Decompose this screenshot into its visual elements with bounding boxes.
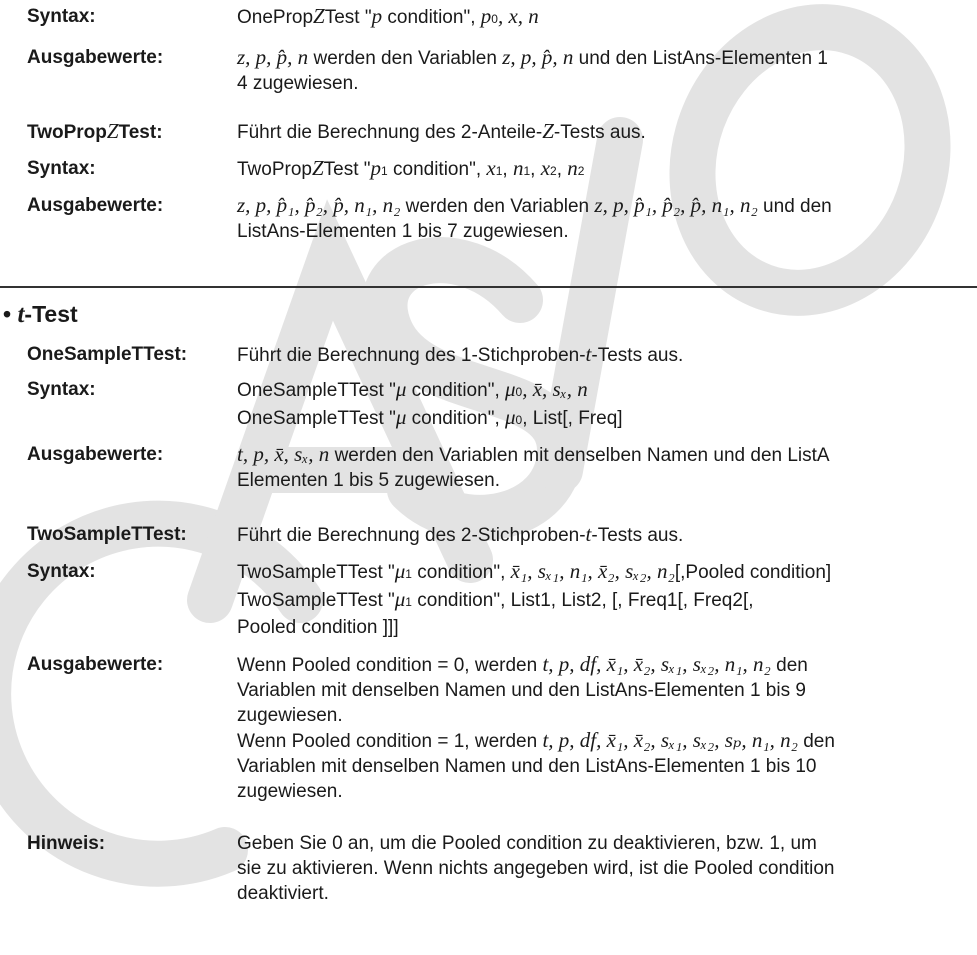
oneprop-output-value: z, p, p̂, n werden den Variablen z, p, p̂, n und den ListAns-Elementen 1 4 zugewiesen. bbox=[237, 45, 828, 94]
onesample-output-value: t, p, x̄, sₓ, n werden den Variablen mit denselben Namen und den ListA Elementen 1 bis 5 zugewiesen. bbox=[237, 442, 830, 491]
syntax-label: Syntax: bbox=[27, 6, 96, 27]
section-divider bbox=[0, 286, 977, 288]
twosample-syntax-value: TwoSampleTTest "μ1 condition", x̄₁, sₓ₁, n₁, x̄₂, sₓ₂, n₂[,Pooled condition] TwoSampleTTest "μ1 condition", List1, List2, [, Freq1[, Freq2[, Pooled condition ]]] bbox=[237, 559, 832, 638]
note-label: Hinweis: bbox=[27, 833, 106, 854]
syntax-label: Syntax: bbox=[27, 379, 96, 400]
syntax-label: Syntax: bbox=[27, 561, 96, 582]
onesample-syntax-value: OneSampleTTest "μ condition", μ0, x̄, sₓ, n OneSampleTTest "μ condition", μ0, List[, Freq] bbox=[237, 377, 623, 429]
twoprop-output-value: z, p, p̂₁, p̂₂, p̂, n₁, n₂ werden den Variablen z, p, p̂₁, p̂₂, p̂, n₁, n₂ und den ListAns-Elementen 1 bis 7 zugewiesen. bbox=[237, 193, 832, 242]
syntax-label: Syntax: bbox=[27, 158, 96, 179]
output-label: Ausgabewerte: bbox=[27, 195, 164, 216]
section-heading: • t-Test bbox=[3, 301, 78, 328]
twoprop-description: Führt die Berechnung des 2-Anteile-Z-Tests aus. bbox=[237, 119, 646, 143]
output-label: Ausgabewerte: bbox=[27, 444, 164, 465]
output-label: Ausgabewerte: bbox=[27, 654, 164, 675]
onesample-description: Führt die Berechnung des 1-Stichproben-t-Tests aus. bbox=[237, 342, 684, 366]
twoprop-syntax-value: TwoPropZTest "p1 condition", x1, n1, x2, n2 bbox=[237, 156, 585, 180]
twosample-name-label: TwoSampleTTest: bbox=[27, 524, 187, 545]
twosample-note-value: Geben Sie 0 an, um die Pooled condition zu deaktivieren, bzw. 1, um sie zu aktivieren. Wenn nichts angegeben wird, ist die Pooled condition deaktiviert. bbox=[237, 833, 835, 904]
oneprop-syntax-value: OnePropZTest "p condition", p0, x, n bbox=[237, 4, 539, 28]
twoprop-name-label: TwoPropZTest: bbox=[27, 119, 163, 143]
output-label: Ausgabewerte: bbox=[27, 47, 164, 68]
onesample-name-label: OneSampleTTest: bbox=[27, 344, 188, 365]
twosample-description: Führt die Berechnung des 2-Stichproben-t-Tests aus. bbox=[237, 522, 684, 546]
twosample-output-value: Wenn Pooled condition = 0, werden t, p, df, x̄₁, x̄₂, sₓ₁, sₓ₂, n₁, n₂ den Variablen mit denselben Namen und den ListAns-Elementen 1 bis 9 zugewiesen. Wenn Pooled condition = 1, werden t, p, df, x̄₁, x̄₂, sₓ₁, sₓ₂, sₚ, n₁, n₂ den Variablen mit denselben Namen und den ListAns-Elementen 1 bis 10 zugewiesen. bbox=[237, 652, 835, 802]
